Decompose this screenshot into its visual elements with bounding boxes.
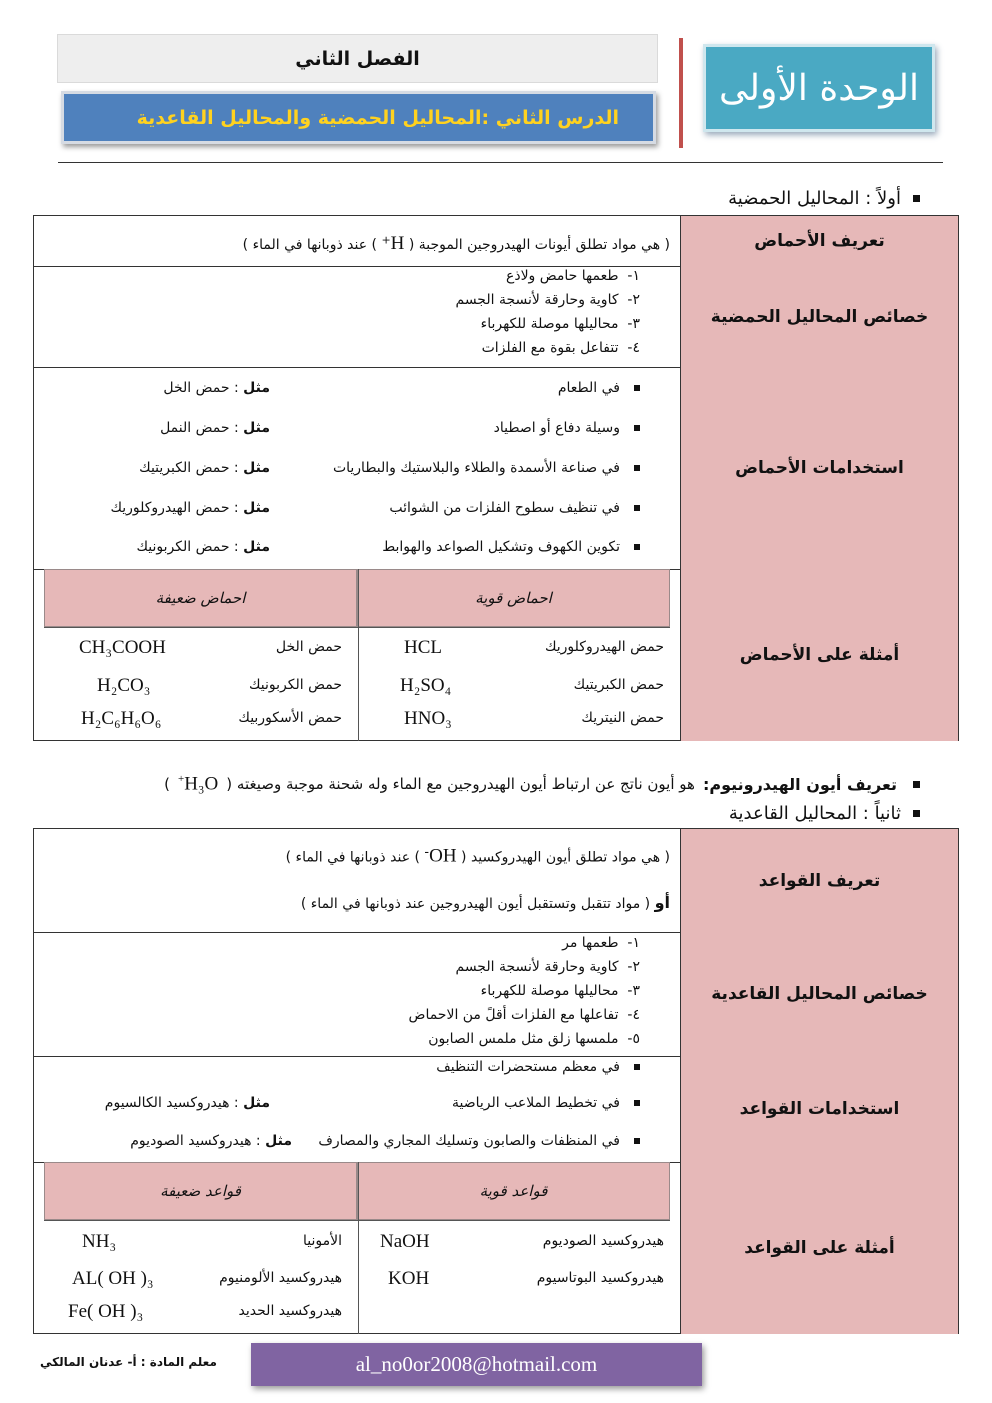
hydronium-formula: H₃O+: [177, 773, 219, 795]
weak-acid-name: حمض الكربونيك: [248, 677, 342, 693]
weak-acid-name: حمض الخل: [275, 639, 342, 655]
list-item: تكوين الكهوف وتشكيل الصواعد والهوابط: [382, 539, 640, 555]
hydrogen-ion: H: [390, 233, 405, 254]
weak-acid-formula: H₂CO₃: [97, 675, 151, 696]
base-uses-label: استخدامات القواعد: [680, 1056, 958, 1162]
unit-title: الوحدة الأولى: [719, 67, 919, 109]
list-item: ٤- تتفاعل بقوة مع الفلزات: [481, 340, 640, 356]
email-text: al_no0or2008@hotmail.com: [355, 1352, 598, 1376]
acid-properties-label: خصائص المحاليل الحمضية: [680, 266, 958, 367]
chapter-title-box: [57, 34, 658, 83]
bases-heading-text: ثانياً : المحاليل القاعدية: [728, 803, 901, 824]
base-definition-row: [34, 829, 958, 933]
weak-base-formula: Fe( OH )₃: [68, 1301, 144, 1322]
acid-definition-label: تعريف الأحماض: [680, 216, 958, 266]
weak-acid-name: حمض الأسكوربيك: [238, 710, 342, 726]
base-properties-row: [34, 932, 958, 1057]
weak-base-formula: AL( OH )₃: [72, 1268, 154, 1289]
list-item: ٢- كاوية وحارقة لأنسجة الجسم: [455, 959, 640, 975]
list-item: ١- طعمها حامض ولاذع: [505, 268, 640, 284]
acid-uses-list: [34, 367, 680, 569]
teacher-credit: معلم المادة : أ- عدنان المالكي: [40, 1355, 217, 1369]
strong-base-formula: KOH: [388, 1268, 430, 1289]
acids-heading-text: أولاً : المحاليل الحمضية: [728, 188, 901, 209]
acid-examples-label: أمثلة على الأحماض: [680, 569, 958, 741]
strong-bases-header: قواعد قوية: [357, 1162, 670, 1220]
base-examples-label: أمثلة على القواعد: [680, 1162, 958, 1334]
strong-base-name: هيدروكسيد البوتاسيوم: [536, 1270, 664, 1286]
base-examples-row: [34, 1162, 958, 1334]
list-item: في معظم مستحضرات التنظيف: [436, 1059, 640, 1075]
strong-base-formula: NaOH: [380, 1231, 430, 1252]
hydronium-definition: تعريف أيون الهيدرونيوم: هو أيون ناتج عن ارتباط أيون الهيدروجين مع الماء وله شحنة موجبة وصيغته ( H₃O+ ): [164, 773, 920, 795]
weak-base-name: هيدروكسيد الألومنيوم: [219, 1270, 342, 1286]
hydroxide-ion: OH: [429, 845, 457, 867]
list-item: وسيلة دفاع أو اصطياد: [494, 420, 640, 436]
acid-uses-row: [34, 367, 958, 570]
base-definition-content: [34, 829, 680, 932]
hydronium-term: تعريف أيون الهيدرونيوم:: [702, 774, 897, 794]
base-definition-text: ( هي مواد تطلق أيون الهيدروكسيد ( OH- ) عند ذوبانها في الماء ): [285, 845, 670, 867]
acid-definition-content: [34, 216, 680, 266]
strong-acids-header: احماض قوية: [357, 569, 670, 627]
list-item: ٣- محاليلها موصلة للكهرباء: [480, 316, 640, 332]
weak-bases-header: قواعد ضعيفة: [44, 1162, 357, 1220]
strong-acid-formula: H₂SO₄: [400, 675, 452, 696]
weak-acid-formula: H₂C₆H₆O₆: [81, 708, 162, 729]
bullet-icon: [913, 781, 920, 788]
lesson-title: الدرس الثاني :المحاليل الحمضية والمحاليل القاعدية: [136, 106, 619, 129]
list-item: في الطعام: [558, 380, 640, 396]
acid-properties-row: [34, 266, 958, 368]
base-definition-label: تعريف القواعد: [680, 829, 958, 932]
lesson-title-box: [61, 91, 656, 144]
list-item: ٣- محاليلها موصلة للكهرباء: [480, 983, 640, 999]
acid-definition-row: [34, 216, 958, 267]
weak-acids-header: احماض ضعيفة: [44, 569, 357, 627]
example-text: مثل : هيدروكسيد الكالسيوم: [104, 1095, 270, 1111]
hydronium-text: هو أيون ناتج عن ارتباط أيون الهيدروجين مع الماء وله شحنة موجبة وصيغته (: [226, 775, 695, 794]
example-text: مثل : حمض الخل: [163, 380, 270, 396]
header-rule: [58, 162, 943, 163]
acids-table: [33, 215, 959, 741]
strong-acid-name: حمض النيتريك: [581, 710, 664, 726]
base-properties-label: خصائص المحاليل القاعدية: [680, 932, 958, 1056]
weak-acid-formula: CH₃COOH: [79, 637, 166, 658]
list-item: ٢- كاوية وحارقة لأنسجة الجسم: [455, 292, 640, 308]
example-text: مثل : حمض الكبريتيك: [139, 460, 270, 476]
bullet-icon: [913, 195, 920, 202]
list-item: ٤- تفاعلها مع الفلزات أقلً من الاحماض: [408, 1007, 640, 1023]
weak-base-name: هيدروكسيد الحديد: [238, 1303, 342, 1319]
list-item: في تنظيف سطوح الفلزات من الشوائب: [389, 500, 640, 516]
base-uses-row: [34, 1056, 958, 1163]
strong-acid-name: حمض الهيدروكلوريك: [544, 639, 664, 655]
bullet-icon: [913, 810, 920, 817]
bases-table: [33, 828, 959, 1334]
weak-base-formula: NH₃: [82, 1231, 117, 1252]
weak-base-name: الأمونيا: [303, 1233, 342, 1249]
header-divider: [679, 38, 683, 148]
example-text: مثل : حمض الكربونيك: [136, 539, 270, 555]
strong-acid-formula: HCL: [404, 637, 442, 658]
base-uses-list: [34, 1056, 680, 1162]
acid-uses-label: استخدامات الأحماض: [680, 367, 958, 569]
list-item: في تخطيط الملاعب الرياضية: [452, 1095, 640, 1111]
list-item: في صناعة الأسمدة والطلاء والبلاستيك والبطاريات: [333, 460, 640, 476]
list-item: ٥- ملمسها زلق مثل ملمس الصابون: [428, 1031, 640, 1047]
strong-acid-formula: HNO₃: [404, 708, 452, 729]
example-text: مثل : حمض الهيدروكلوريك: [110, 500, 270, 516]
acid-definition-text: ( هي مواد تطلق أيونات الهيدروجين الموجبة ( H+ ) عند ذوبانها في الماء ): [242, 233, 670, 254]
list-item: ١- طعمها مر: [562, 935, 640, 951]
base-definition-alt: أو ( مواد تتقبل وتستقبل أيون الهيدروجين عند ذوبانها في الماء ): [300, 893, 670, 912]
list-item: في المنظفات والصابون وتسليك المجاري والمصارف: [318, 1133, 640, 1149]
acids-heading: [728, 188, 920, 209]
bases-heading: [729, 803, 920, 824]
strong-acid-name: حمض الكبريتيك: [573, 677, 664, 693]
base-properties-list: [34, 932, 680, 1056]
unit-title-banner: [703, 44, 935, 132]
chapter-title: الفصل الثاني: [295, 47, 420, 70]
acid-examples-row: [34, 569, 958, 741]
email-banner: [251, 1343, 702, 1386]
base-examples-table: [34, 1162, 680, 1334]
example-text: مثل : حمض النمل: [160, 420, 270, 436]
acid-properties-list: [34, 266, 680, 367]
strong-base-name: هيدروكسيد الصوديوم: [542, 1233, 664, 1249]
example-text: مثل : هيدروكسيد الصوديوم: [130, 1133, 292, 1149]
acid-examples-table: [34, 569, 680, 741]
